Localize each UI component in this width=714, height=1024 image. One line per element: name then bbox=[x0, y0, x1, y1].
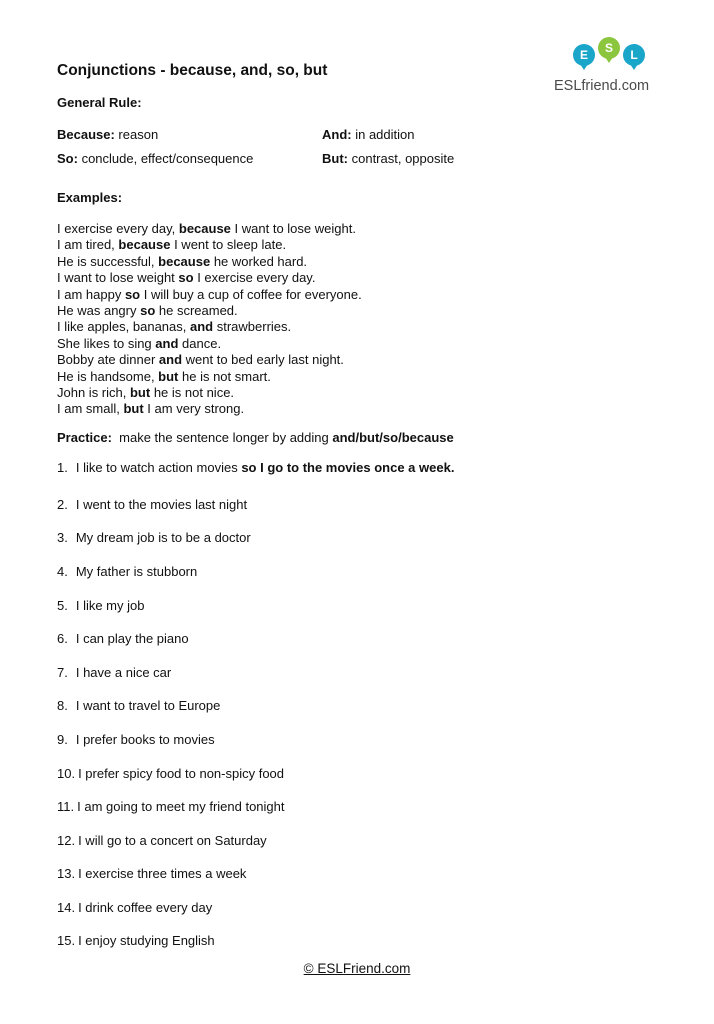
practice-item: 13. I exercise three times a week bbox=[57, 866, 247, 881]
examples-heading: Examples: bbox=[57, 190, 123, 205]
rule-definition: conclude, effect/consequence bbox=[77, 151, 254, 166]
page-title: Conjunctions - because, and, so, but bbox=[57, 62, 328, 79]
rule-definition: in addition bbox=[351, 127, 415, 142]
example-sentence: John is rich, but he is not nice. bbox=[57, 385, 235, 401]
example-sentence: She likes to sing and dance. bbox=[57, 335, 222, 351]
footer-link[interactable]: © ESLFriend.com bbox=[303, 961, 411, 976]
practice-instruction bbox=[57, 430, 454, 445]
example-sentence: He is handsome, but he is not smart. bbox=[57, 368, 271, 384]
rule-term: But: bbox=[322, 151, 348, 166]
practice-item: 12. I will go to a concert on Saturday bbox=[57, 833, 267, 848]
example-sentence: I want to lose weight so I exercise every day. bbox=[57, 270, 316, 286]
rule-and bbox=[322, 127, 415, 142]
practice-bold-words: and/but/so/because bbox=[332, 430, 454, 445]
practice-item: 2. I went to the movies last night bbox=[57, 497, 248, 512]
practice-item: 10. I prefer spicy food to non-spicy food bbox=[57, 766, 285, 781]
practice-answer: so I go to the movies once a week. bbox=[237, 460, 455, 475]
examples-list bbox=[57, 221, 362, 418]
practice-item: 7. I have a nice car bbox=[57, 665, 172, 680]
practice-item: 9. I prefer books to movies bbox=[57, 732, 215, 747]
rule-term: And: bbox=[322, 127, 352, 142]
practice-item: 5. I like my job bbox=[57, 598, 145, 613]
logo-bubble-s: S bbox=[598, 37, 620, 59]
practice-instruction-text: make the sentence longer by adding bbox=[111, 430, 333, 445]
practice-item: 4. My father is stubborn bbox=[57, 564, 198, 579]
example-sentence: He was angry so he screamed. bbox=[57, 303, 238, 319]
practice-item: 6. I can play the piano bbox=[57, 631, 189, 646]
rule-term: Because: bbox=[57, 127, 115, 142]
general-rule-heading: General Rule: bbox=[57, 95, 142, 110]
rule-but bbox=[322, 151, 454, 166]
rule-term: So: bbox=[57, 151, 78, 166]
example-sentence: I exercise every day, because I want to lose weight. bbox=[57, 221, 356, 236]
rule-definition: contrast, opposite bbox=[348, 151, 455, 166]
example-sentence: I like apples, bananas, and strawberries. bbox=[57, 319, 292, 335]
example-sentence: I am small, but I am very strong. bbox=[57, 401, 245, 417]
logo-bubble-l: L bbox=[623, 44, 645, 66]
example-sentence: I am tired, because I went to sleep late. bbox=[57, 237, 287, 253]
practice-item: 3. My dream job is to be a doctor bbox=[57, 530, 251, 545]
practice-item: 8. I want to travel to Europe bbox=[57, 698, 221, 713]
logo-bubble-e: E bbox=[573, 44, 595, 66]
example-sentence: I am happy so I will buy a cup of coffee for everyone. bbox=[57, 286, 362, 302]
practice-item: 14. I drink coffee every day bbox=[57, 900, 213, 915]
logo-site-text: ESLfriend.com bbox=[554, 78, 650, 94]
eslfriend-logo bbox=[548, 35, 668, 101]
rule-definition: reason bbox=[114, 127, 159, 142]
practice-label: Practice: bbox=[57, 430, 112, 445]
example-sentence: He is successful, because he worked hard. bbox=[57, 253, 308, 269]
practice-item: 11. I am going to meet my friend tonight bbox=[57, 799, 285, 814]
footer-copyright bbox=[0, 961, 714, 976]
rule-so bbox=[57, 151, 253, 166]
example-sentence: Bobby ate dinner and went to bed early last night. bbox=[57, 352, 344, 368]
practice-item: 15. I enjoy studying English bbox=[57, 933, 215, 948]
practice-item: 1. I like to watch action movies so I go to the movies once a week. bbox=[57, 460, 455, 475]
rule-because bbox=[57, 127, 158, 142]
